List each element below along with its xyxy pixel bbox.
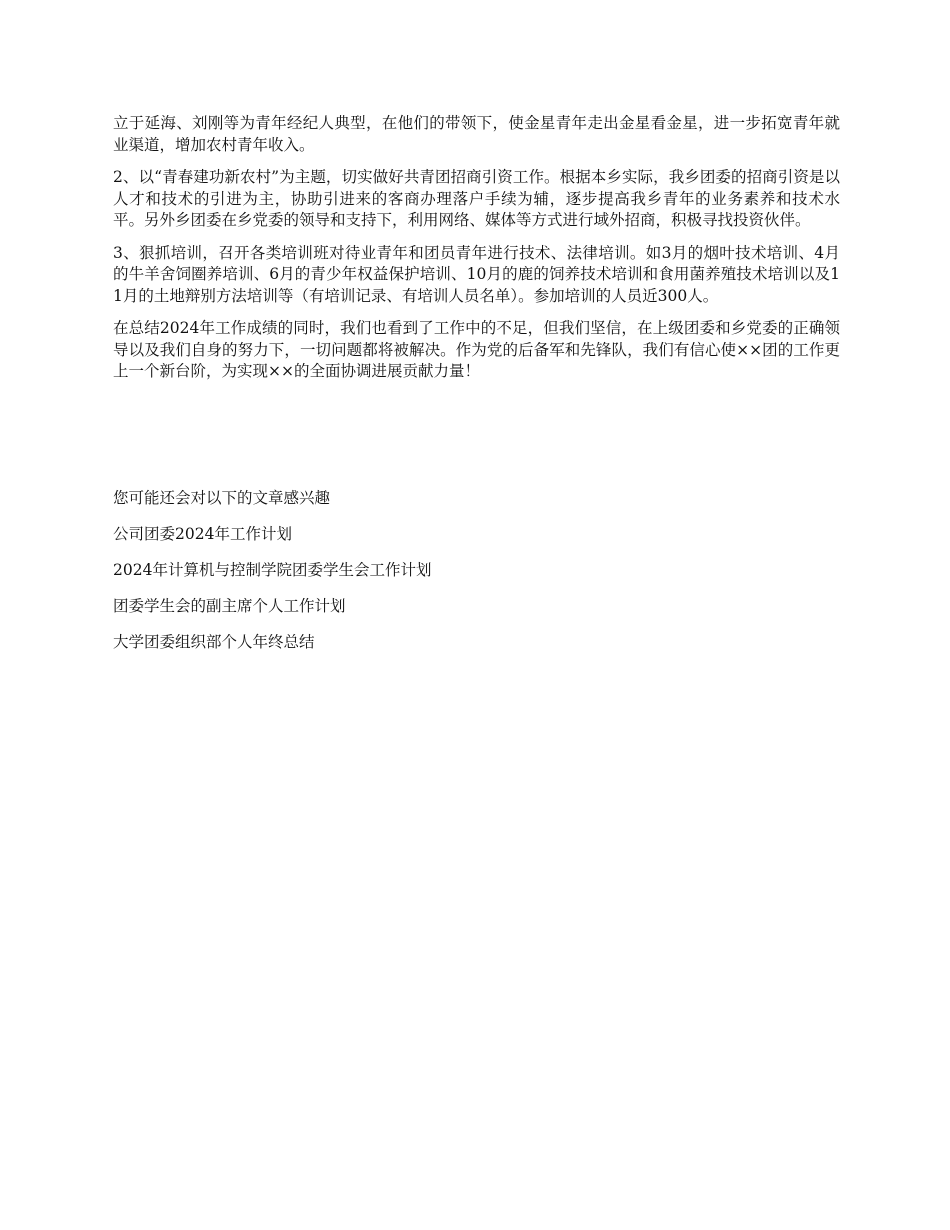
related-articles [113, 486, 840, 666]
document-body [113, 113, 840, 394]
paragraph-training: 3、狠抓培训，召开各类培训班对待业青年和团员青年进行技术、法律培训。如3月的烟叶技术培训、4月的牛羊舍饲圈养培训、6月的青少年权益保护培训、10月的鹿的饲养技术培训和食用菌养殖技术培训以及11月的土地辩别方法培训等（有培训记录、有培训人员名单）。参加培训的人员近300人。 [113, 243, 840, 305]
related-articles-title: 您可能还会对以下的文章感兴趣 [113, 489, 331, 507]
paragraph-investment: 2、以“青春建功新农村”为主题，切实做好共青团招商引资工作。根据本乡实际，我乡团委的招商引资是以人才和技术的引进为主，协助引进来的客商办理落户手续为辅，逐步提高我乡青年的业务素养和技术水平。另外乡团委在乡党委的领导和支持下，利用网络、媒体等方式进行域外招商，积极寻找投资伙伴。 [113, 168, 840, 229]
related-article-link[interactable]: 公司团委2024年工作计划 [113, 525, 292, 543]
related-article-link[interactable]: 团委学生会的副主席个人工作计划 [113, 597, 346, 615]
paragraph-summary: 在总结2024年工作成绩的同时，我们也看到了工作中的不足，但我们坚信，在上级团委和乡党委的正确领导以及我们自身的努力下，一切问题都将被解决。作为党的后备军和先锋队，我们有信心使××团的工作更上一个新台阶，为实现××的全面协调进展贡献力量！ [113, 319, 840, 380]
related-article-link[interactable]: 2024年计算机与控制学院团委学生会工作计划 [113, 561, 432, 579]
paragraph-youth-broker: 立于延海、刘刚等为青年经纪人典型，在他们的带领下，使金星青年走出金星看金星，进一步拓宽青年就业渠道，增加农村青年收入。 [113, 114, 840, 154]
related-article-link[interactable]: 大学团委组织部个人年终总结 [113, 633, 315, 651]
